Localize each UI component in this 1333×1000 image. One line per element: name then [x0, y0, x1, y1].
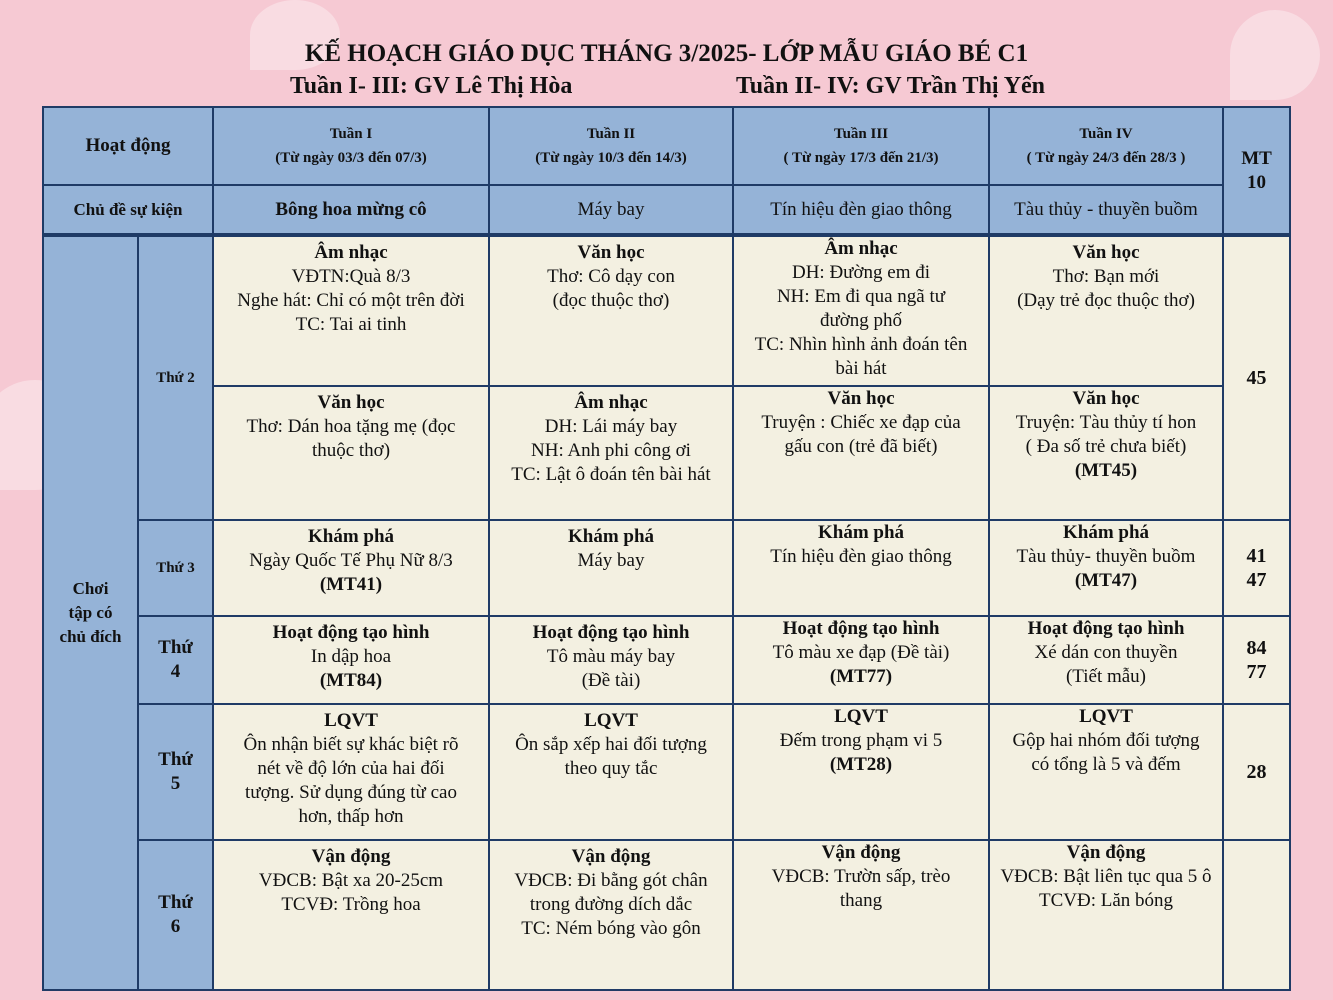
- day-label-thu3: Thứ 3: [138, 520, 213, 616]
- topic-cell: Máy bay: [489, 185, 733, 235]
- day-label-thu6: Thứ 6: [138, 840, 213, 990]
- activity-cell: Vận động VĐCB: Trườn sấp, trèo thang: [733, 840, 989, 990]
- activity-cell: Văn học Truyện : Chiếc xe đạp của gấu con (trẻ đã biết): [733, 386, 989, 520]
- activity-cell: Văn học Thơ: Cô dạy con (đọc thuộc thơ): [489, 235, 733, 386]
- mt-cell: 84 77: [1223, 616, 1290, 704]
- teacher-right: Tuần II- IV: GV Trần Thị Yến: [736, 73, 1046, 99]
- topic-row: [43, 185, 1290, 235]
- activity-cell: Vận động VĐCB: Đi bằng gót chân trong đường dích dắc TC: Ném bóng vào gôn: [489, 840, 733, 990]
- header-row: [43, 107, 1290, 185]
- mt-cell: 28: [1223, 704, 1290, 840]
- activity-cell: Hoạt động tạo hình Xé dán con thuyền (Tiết mẫu): [989, 616, 1223, 704]
- table-row: [43, 235, 1290, 386]
- topic-label: Chủ đề sự kiện: [43, 185, 213, 235]
- activity-cell: Hoạt động tạo hình In dập hoa (MT84): [213, 616, 489, 704]
- activity-cell: Văn học Thơ: Bạn mới (Dạy trẻ đọc thuộc thơ): [989, 235, 1223, 386]
- mt-header: MT 10: [1223, 107, 1290, 235]
- mt-cell: 45: [1223, 235, 1290, 520]
- week-header: Tuần I (Từ ngày 03/3 đến 07/3): [213, 107, 489, 185]
- week-header: Tuần III ( Từ ngày 17/3 đến 21/3): [733, 107, 989, 185]
- activity-cell: Vận động VĐCB: Bật liên tục qua 5 ô TCVĐ: Lăn bóng: [989, 840, 1223, 990]
- day-label-thu5: Thứ 5: [138, 704, 213, 840]
- week-header: Tuần II (Từ ngày 10/3 đến 14/3): [489, 107, 733, 185]
- week-header: Tuần IV ( Từ ngày 24/3 đến 28/3 ): [989, 107, 1223, 185]
- activity-cell: LQVT Đếm trong phạm vi 5 (MT28): [733, 704, 989, 840]
- table-row: [43, 840, 1290, 990]
- activity-cell: LQVT Gộp hai nhóm đối tượng có tổng là 5 và đếm: [989, 704, 1223, 840]
- activity-cell: Khám phá Tàu thủy- thuyền buồm (MT47): [989, 520, 1223, 616]
- mt-cell: [1223, 840, 1290, 990]
- plan-table: [42, 106, 1291, 991]
- topic-cell: Tín hiệu đèn giao thông: [733, 185, 989, 235]
- table-row: [43, 616, 1290, 704]
- mt-cell: 41 47: [1223, 520, 1290, 616]
- activity-cell: LQVT Ôn nhận biết sự khác biệt rõ nét về độ lớn của hai đối tượng. Sử dụng đúng từ cao hơn, thấp hơn: [213, 704, 489, 840]
- page-title: KẾ HOẠCH GIÁO DỤC THÁNG 3/2025- LỚP MẪU GIÁO BÉ C1: [304, 40, 1029, 67]
- table-row: [43, 704, 1290, 840]
- group-label: Chơi tập có chủ đích: [43, 235, 138, 990]
- activity-cell: Văn học Truyện: Tàu thủy tí hon ( Đa số trẻ chưa biết) (MT45): [989, 386, 1223, 520]
- activity-cell: LQVT Ôn sắp xếp hai đối tượng theo quy tắc: [489, 704, 733, 840]
- activity-cell: Khám phá Ngày Quốc Tế Phụ Nữ 8/3 (MT41): [213, 520, 489, 616]
- day-label-thu2: Thứ 2: [138, 235, 213, 520]
- activity-cell: Khám phá Tín hiệu đèn giao thông: [733, 520, 989, 616]
- table-row: [43, 520, 1290, 616]
- topic-cell: Tàu thủy - thuyền buồm: [989, 185, 1223, 235]
- activity-cell: Hoạt động tạo hình Tô màu xe đạp (Đề tài) (MT77): [733, 616, 989, 704]
- table-row: [43, 386, 1290, 520]
- activity-cell: Âm nhạc DH: Lái máy bay NH: Anh phi công ơi TC: Lật ô đoán tên bài hát: [489, 386, 733, 520]
- activity-cell: Văn học Thơ: Dán hoa tặng mẹ (đọc thuộc thơ): [213, 386, 489, 520]
- activity-cell: Âm nhạc VĐTN:Quà 8/3 Nghe hát: Chỉ có một trên đời TC: Tai ai tinh: [213, 235, 489, 386]
- activity-cell: Vận động VĐCB: Bật xa 20-25cm TCVĐ: Trồng hoa: [213, 840, 489, 990]
- activity-cell: Âm nhạc DH: Đường em đi NH: Em đi qua ngã tư đường phố TC: Nhìn hình ảnh đoán tên bài hát: [733, 235, 989, 386]
- teacher-left: Tuần I- III: GV Lê Thị Hòa: [290, 73, 573, 99]
- activity-header: Hoạt động: [43, 107, 213, 185]
- day-label-thu4: Thứ 4: [138, 616, 213, 704]
- activity-cell: Khám phá Máy bay: [489, 520, 733, 616]
- topic-cell: Bông hoa mừng cô: [213, 185, 489, 235]
- activity-cell: Hoạt động tạo hình Tô màu máy bay (Đề tài): [489, 616, 733, 704]
